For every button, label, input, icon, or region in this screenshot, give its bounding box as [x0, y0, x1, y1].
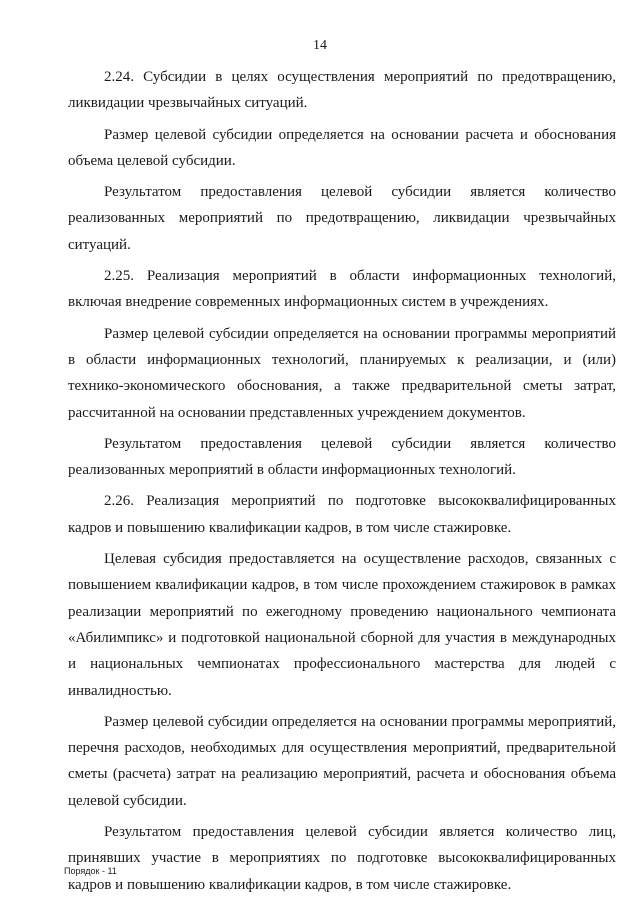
paragraph-2-26-result: Результатом предоставления целевой субсидии является количество лиц, принявших участие в мероприятиях по подготовке высококвалифицированных кадров и повышению квалификации кадров, в том числе стажировке. — [68, 824, 616, 893]
paragraph-2-24-heading: 2.24. Субсидии в целях осуществления мероприятий по предотвращению, ликвидации чрезвычайных ситуаций. — [68, 69, 616, 112]
document-body — [68, 64, 616, 903]
paragraph-2-25-result: Результатом предоставления целевой субсидии является количество реализованных мероприятий в области информационных технологий. — [68, 435, 616, 479]
paragraph-2-26-size: Размер целевой субсидии определяется на основании программы мероприятий, перечня расходов, необходимых для осуществления мероприятий, предварительной сметы (расчета) затрат на реализацию мероприятий, расчета и обоснования объема целевой субсидии. — [68, 713, 616, 809]
paragraph-2-26-purpose: Целевая субсидия предоставляется на осуществление расходов, связанных с повышением квалификации кадров, в том числе прохождением стажировок в рамках реализации мероприятий по ежегодному проведению национального чемпионата «Абилимпикс» и подготовкой национальной сборной для участия в международных и национальных чемпионатах профессионального мастерства для людей с инвалидностью. — [68, 551, 616, 699]
paragraph-2-24-result: Результатом предоставления целевой субсидии является количество реализованных мероприятий по предотвращению, ликвидации чрезвычайных ситуаций. — [68, 184, 616, 253]
page-footer: Порядок - 11 — [64, 866, 117, 876]
page-number: 14 — [313, 38, 327, 53]
paragraph-2-24-size: Размер целевой субсидии определяется на основании расчета и обоснования объема целевой субсидии. — [68, 126, 616, 169]
paragraph-2-26-heading: 2.26. Реализация мероприятий по подготовке высококвалифицированных кадров и повышению квалификации кадров, в том числе стажировке. — [68, 493, 616, 536]
paragraph-2-25-size: Размер целевой субсидии определяется на основании программы мероприятий в области информационных технологий, планируемых к реализации, и (или) технико-экономического обоснования, а также предварительной сметы затрат, рассчитанной на основании представленных учреждением документов. — [68, 325, 616, 421]
paragraph-2-25-heading: 2.25. Реализация мероприятий в области информационных технологий, включая внедрение современных информационных систем в учреждениях. — [68, 268, 616, 311]
